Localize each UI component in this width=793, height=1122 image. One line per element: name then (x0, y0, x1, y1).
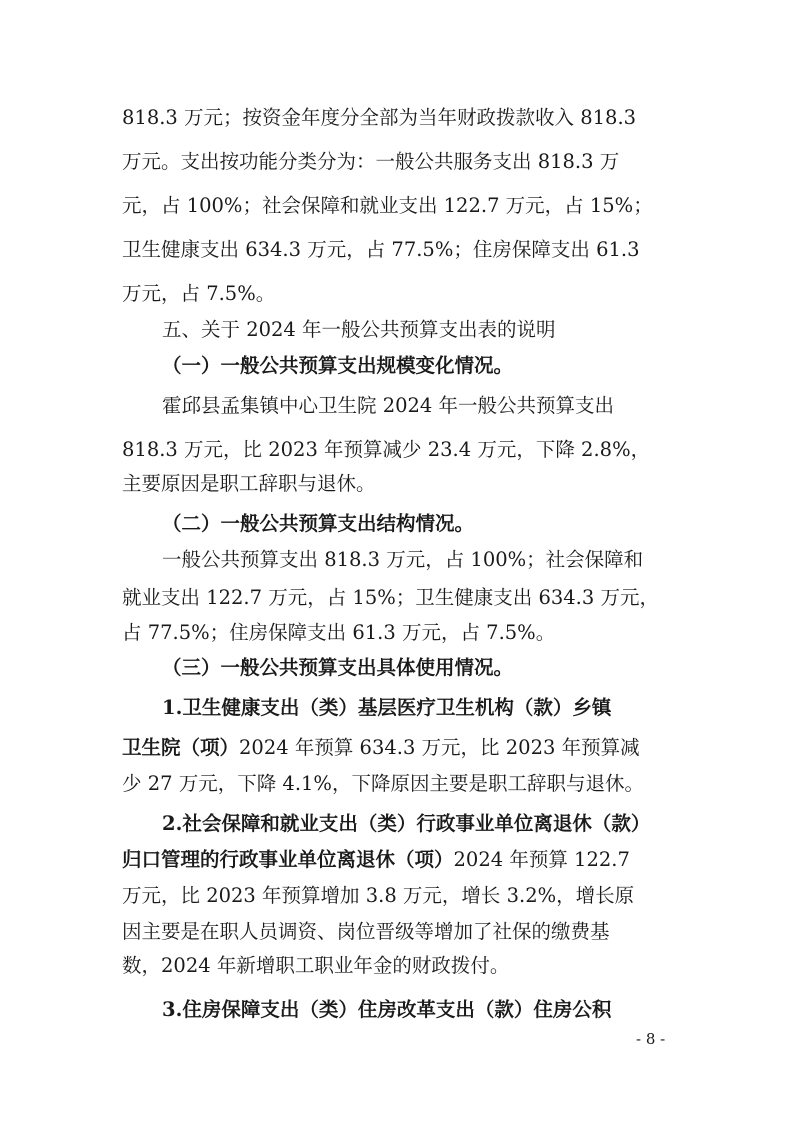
text-line-22: 因主要是在职人员调资、岗位晋级等增加了社保的缴费基 (122, 920, 610, 943)
text-line-4: 卫生健康支出 634.3 万元，占 77.5%；住房保障支出 61.3 (122, 238, 640, 261)
text-line-20 (122, 846, 630, 874)
text-line-13: 就业支出 122.7 万元，占 15%；卫生健康支出 634.3 万元， (122, 586, 659, 609)
text-line-21: 万元，比 2023 年预算增加 3.8 万元，增长 3.2%，增长原 (122, 884, 635, 907)
text-line-2: 万元。支出按功能分类分为：一般公共服务支出 818.3 万 (122, 150, 620, 173)
subsection-heading-1: （一）一般公共预算支出规模变化情况。 (162, 354, 514, 377)
text-line-18: 少 27 万元，下降 4.1%，下降原因主要是职工辞职与退休。 (122, 772, 644, 795)
page-number: - 8 - (636, 1030, 666, 1048)
text-line-23: 数，2024 年新增职工职业年金的财政拨付。 (122, 954, 510, 977)
item-label-2-end: 归口管理的行政事业单位离退休（项） (122, 848, 454, 871)
text-line-8: 霍邱县孟集镇中心卫生院 2024 年一般公共预算支出 (162, 394, 615, 417)
item-heading-1: 1.卫生健康支出（类）基层医疗卫生机构（款）乡镇 (162, 696, 612, 719)
text-line-9: 818.3 万元，比 2023 年预算减少 23.4 万元，下降 2.8%， (122, 438, 651, 461)
item-heading-3: 3.住房保障支出（类）住房改革支出（款）住房公积 (162, 998, 612, 1021)
item-heading-2: 2.社会保障和就业支出（类）行政事业单位离退休（款） (162, 812, 651, 835)
item-label-1-end: 卫生院（项） (122, 736, 240, 759)
section-heading: 五、关于 2024 年一般公共预算支出表的说明 (162, 318, 556, 341)
text-line-5: 万元，占 7.5%。 (122, 282, 276, 305)
text-line-12: 一般公共预算支出 818.3 万元，占 100%；社会保障和 (162, 548, 644, 571)
text-line-17 (122, 734, 640, 762)
text-line-1: 818.3 万元；按资金年度分全部为当年财政拨款收入 818.3 (122, 106, 637, 129)
subsection-heading-3: （三）一般公共预算支出具体使用情况。 (162, 656, 514, 679)
text-line-14: 占 77.5%；住房保障支出 61.3 万元，占 7.5%。 (122, 621, 556, 644)
item-text-1: 2024 年预算 634.3 万元，比 2023 年预算减 (239, 736, 640, 759)
subsection-heading-2: （二）一般公共预算支出结构情况。 (162, 512, 475, 535)
item-text-2: 2024 年预算 122.7 (453, 848, 630, 871)
text-line-3: 元，占 100%；社会保障和就业支出 122.7 万元，占 15%； (122, 194, 653, 217)
text-line-10: 主要原因是职工辞职与退休。 (122, 472, 376, 495)
